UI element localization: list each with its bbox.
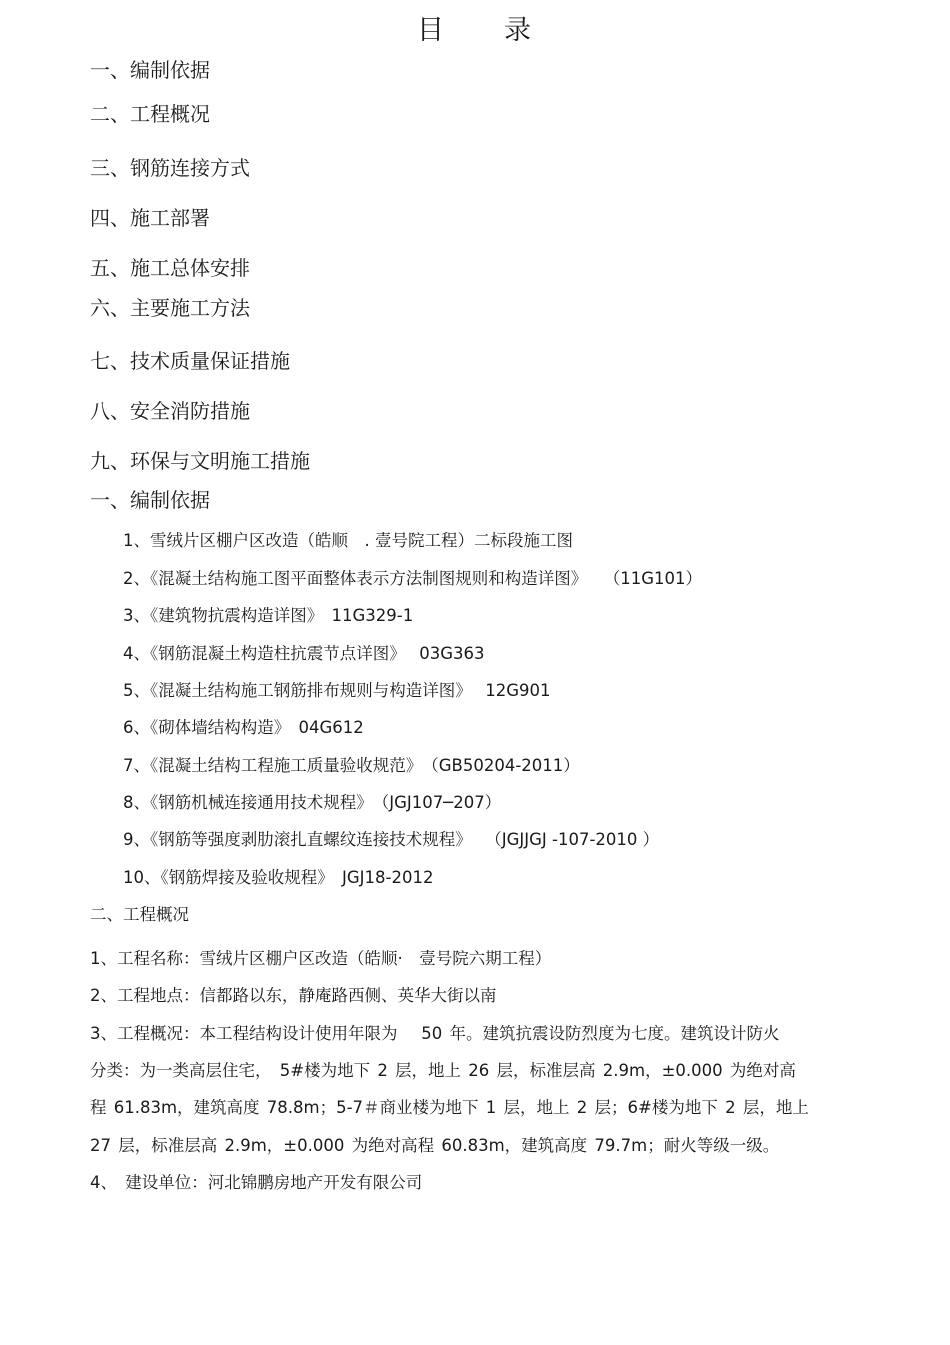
body-line: 分类：为一类高层住宅， 5#楼为地下 2 层，地上 26 层，标准层高 2.9m，±0.000 为绝对高: [90, 1061, 796, 1080]
reference-item: 5、《混凝土结构施工钢筋排布规则与构造详图》 12G901: [123, 681, 551, 700]
toc-item: 七、技术质量保证措施: [90, 349, 290, 373]
reference-item: 4、《钢筋混凝土构造柱抗震节点详图》 03G363: [123, 644, 485, 663]
reference-item: 10、《钢筋焊接及验收规程》 JGJ18-2012: [123, 868, 434, 887]
section-heading: 一、编制依据: [90, 488, 210, 512]
toc-item: 一、编制依据: [90, 58, 210, 82]
body-line: 3、工程概况：本工程结构设计使用年限为 50 年。建筑抗震设防烈度为七度。建筑设计防火: [90, 1024, 780, 1043]
page-title: [0, 8, 950, 47]
reference-item: 6、《砌体墙结构构造》 04G612: [123, 718, 364, 737]
body-line: 程 61.83m，建筑高度 78.8m；5-7＃商业楼为地下 1 层，地上 2 层；6#楼为地下 2 层，地上: [90, 1098, 809, 1117]
reference-item: 8、《钢筋机械连接通用技术规程》 （JGJ107─207）: [123, 793, 502, 812]
title-char-left: 目: [417, 15, 446, 46]
toc-item: 二、工程概况: [90, 102, 210, 126]
body-line: 27 层，标准层高 2.9m，±0.000 为绝对高程 60.83m，建筑高度 79.7m；耐火等级一级。: [90, 1136, 780, 1155]
body-line: 2、工程地点：信都路以东，静庵路西侧、英华大街以南: [90, 986, 497, 1005]
reference-item: 2、《混凝土结构施工图平面整体表示方法制图规则和构造详图》 （11G101）: [123, 569, 703, 588]
body-line: 4、 建设单位：河北锦鹏房地产开发有限公司: [90, 1173, 423, 1192]
reference-item: 1、雪绒片区棚户区改造（皓顺 . 壹号院工程）二标段施工图: [123, 531, 573, 550]
toc-item: 六、主要施工方法: [90, 296, 250, 320]
body-line: 1、工程名称：雪绒片区棚户区改造（皓顺· 壹号院六期工程）: [90, 949, 552, 968]
toc-item: 九、环保与文明施工措施: [90, 449, 310, 473]
section-heading: 二、工程概况: [90, 905, 189, 924]
toc-item: 五、施工总体安排: [90, 256, 250, 280]
toc-item: 四、施工部署: [90, 206, 210, 230]
reference-item: 7、《混凝土结构工程施工质量验收规范》 （GB50204-2011）: [123, 756, 580, 775]
reference-item: 3、《建筑物抗震构造详图》 11G329-1: [123, 606, 414, 625]
toc-item: 八、安全消防措施: [90, 399, 250, 423]
title-char-right: 录: [504, 15, 533, 46]
reference-item: 9、《钢筋等强度剥肋滚扎直螺纹连接技术规程》 （JGJJGJ -107-2010 ）: [123, 830, 660, 849]
toc-item: 三、钢筋连接方式: [90, 156, 250, 180]
